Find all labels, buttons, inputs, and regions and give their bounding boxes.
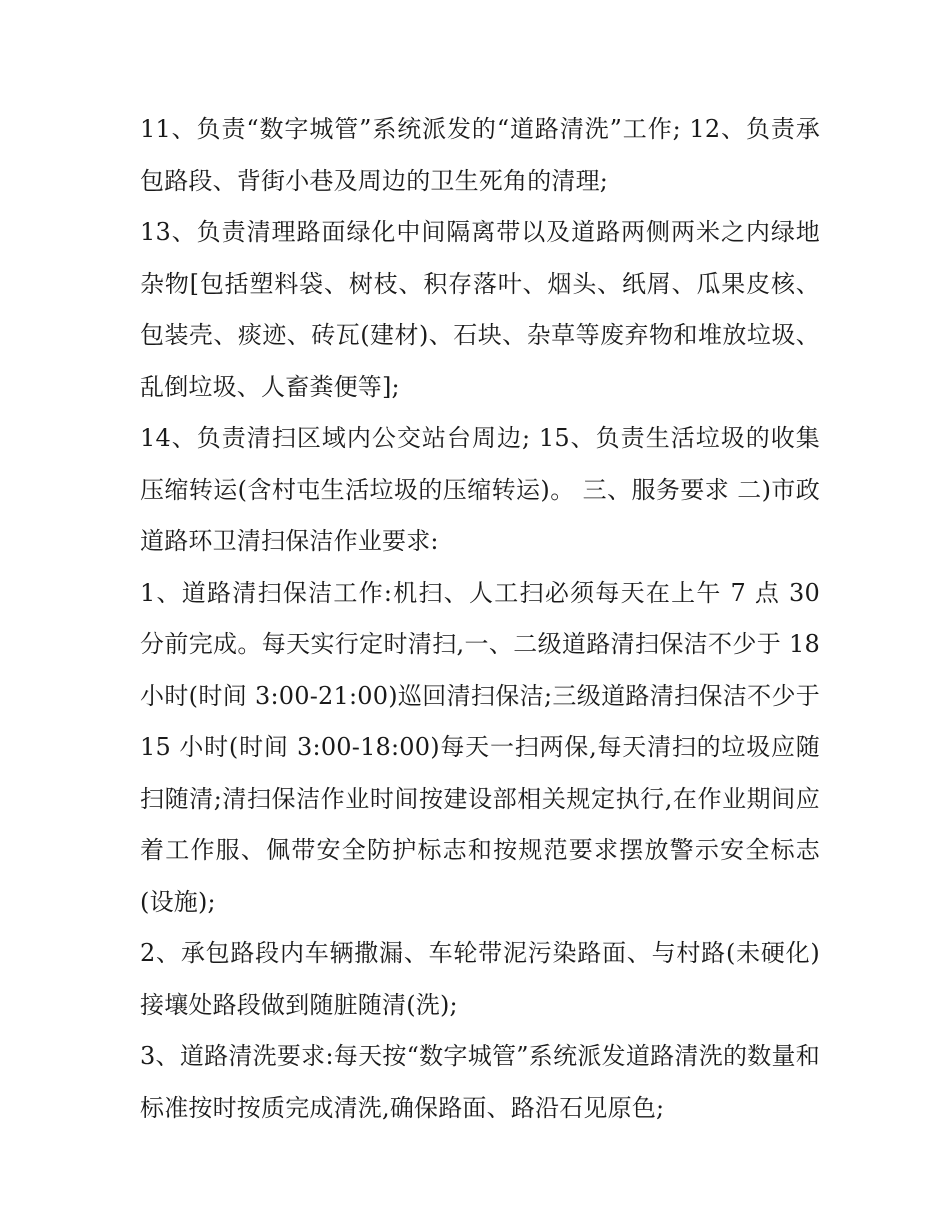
paragraph-requirement-2: 2、承包路段内车辆撒漏、车轮带泥污染路面、与村路(未硬化)接壤处路段做到随脏随清(洗); <box>140 939 820 1019</box>
paragraph-requirement-3: 3、道路清洗要求:每天按“数字城管”系统派发道路清洗的数量和标准按时按质完成清洗,确保路面、路沿石见原色; <box>140 1042 820 1122</box>
paragraph-duty-14-15: 14、负责清扫区域内公交站台周边; 15、负责生活垃圾的收集压缩转运(含村屯生活垃圾的压缩转运)。 三、服务要求 二)市政道路环卫清扫保洁作业要求: <box>140 424 820 555</box>
paragraph-duty-11-12: 11、负责“数字城管”系统派发的“道路清洗”工作; 12、负责承包路段、背街小巷及周边的卫生死角的清理; <box>140 115 820 195</box>
paragraph-duty-13: 13、负责清理路面绿化中间隔离带以及道路两侧两米之内绿地杂物[包括塑料袋、树枝、积存落叶、烟头、纸屑、瓜果皮核、包装壳、痰迹、砖瓦(建材)、石块、杂草等废弃物和堆放垃圾、乱倒垃圾、人畜粪便等]; <box>140 218 820 401</box>
paragraph-requirement-1: 1、道路清扫保洁工作:机扫、人工扫必须每天在上午 7 点 30 分前完成。每天实行定时清扫,一、二级道路清扫保洁不少于 18 小时(时间 3:00-21:00)巡回清扫保洁;三级道路清扫保洁不少于 15 小时(时间 3:00-18:00)每天一扫两保,每天清扫的垃圾应随扫随清;清扫保洁作业时间按建设部相关规定执行,在作业期间应着工作服、佩带安全防护标志和按规范要求摆放警示安全标志(设施); <box>140 578 820 916</box>
document-body <box>140 104 820 1134</box>
